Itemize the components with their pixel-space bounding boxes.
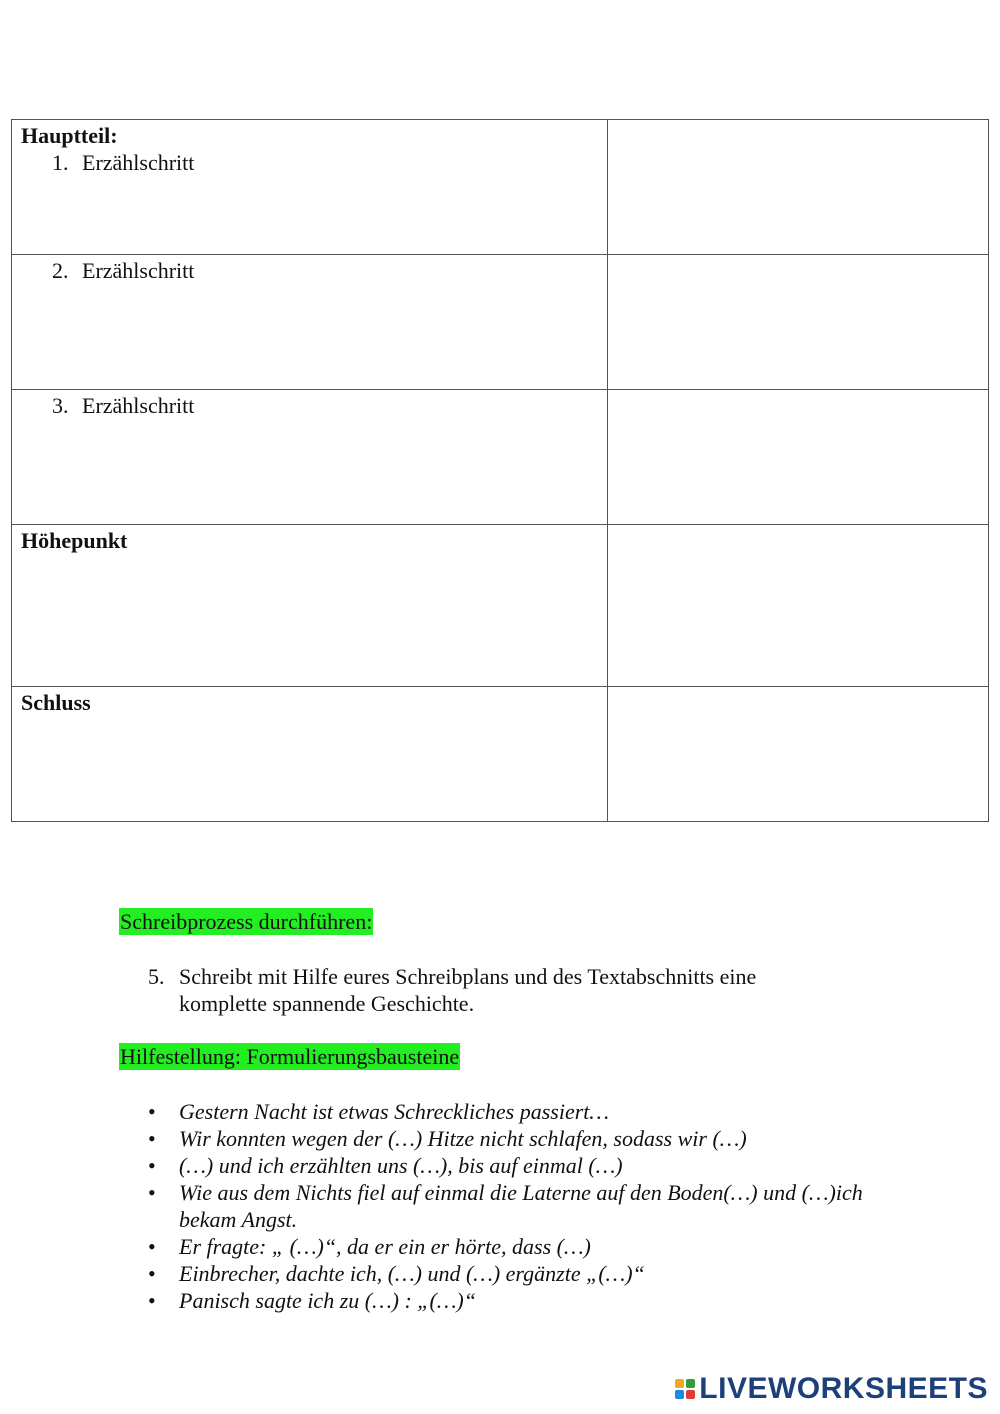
list-item: • (…) und ich erzählten uns (…), bis auf einmal (…) — [148, 1153, 623, 1178]
list-item: • Wie aus dem Nichts fiel auf einmal die Laterne auf den Boden(…) und (…)ich bekam Angst. — [148, 1180, 863, 1232]
table-row — [12, 687, 989, 822]
plan-cell-main-step-1 — [12, 120, 608, 255]
story-step-3: 3. Erzählschritt — [52, 393, 195, 418]
answer-cell-3[interactable] — [608, 390, 989, 525]
answer-cell-1[interactable] — [608, 120, 989, 255]
list-item: • Gestern Nacht ist etwas Schreckliches passiert… — [148, 1099, 609, 1124]
plan-cell-step-3 — [12, 390, 608, 525]
answer-cell-2[interactable] — [608, 255, 989, 390]
climax-heading: Höhepunkt — [21, 528, 128, 553]
list-item: • Einbrecher, dachte ich, (…) und (…) ergänzte „(…)“ — [148, 1261, 645, 1286]
plan-cell-end — [12, 687, 608, 822]
table-row — [12, 390, 989, 525]
story-step-1: 1. Erzählschritt — [52, 150, 195, 175]
plan-cell-step-2 — [12, 255, 608, 390]
logo-mark-icon — [675, 1379, 695, 1399]
end-heading: Schluss — [21, 690, 91, 715]
liveworksheets-logo — [675, 1372, 988, 1406]
list-item: • Panisch sagte ich zu (…) : „(…)“ — [148, 1288, 476, 1313]
answer-cell-4[interactable] — [608, 525, 989, 687]
logo-text: LIVEWORKSHEETS — [699, 1372, 988, 1405]
task-number: 5. — [148, 964, 165, 989]
task-text: Schreibt mit Hilfe eures Schreibplans und des Textabschnitts eine komplette spannende Geschichte. — [179, 964, 757, 1016]
table-row — [12, 120, 989, 255]
writing-section-heading: Schreibprozess durchführen: — [120, 909, 373, 934]
answer-cell-5[interactable] — [608, 687, 989, 822]
writing-plan-table — [11, 119, 989, 822]
phrase-list — [148, 1098, 868, 1314]
help-section-heading: Hilfestellung: Formulierungsbausteine — [120, 1044, 460, 1069]
plan-cell-climax — [12, 525, 608, 687]
list-item: • Er fragte: „ (…)“, da er ein er hörte, dass (…) — [148, 1234, 591, 1259]
table-row — [12, 525, 989, 687]
table-row — [12, 255, 989, 390]
list-item: • Wir konnten wegen der (…) Hitze nicht schlafen, sodass wir (…) — [148, 1126, 747, 1151]
task-5 — [148, 963, 848, 1017]
story-step-2: 2. Erzählschritt — [52, 258, 195, 283]
main-part-heading: Hauptteil: — [21, 123, 118, 148]
